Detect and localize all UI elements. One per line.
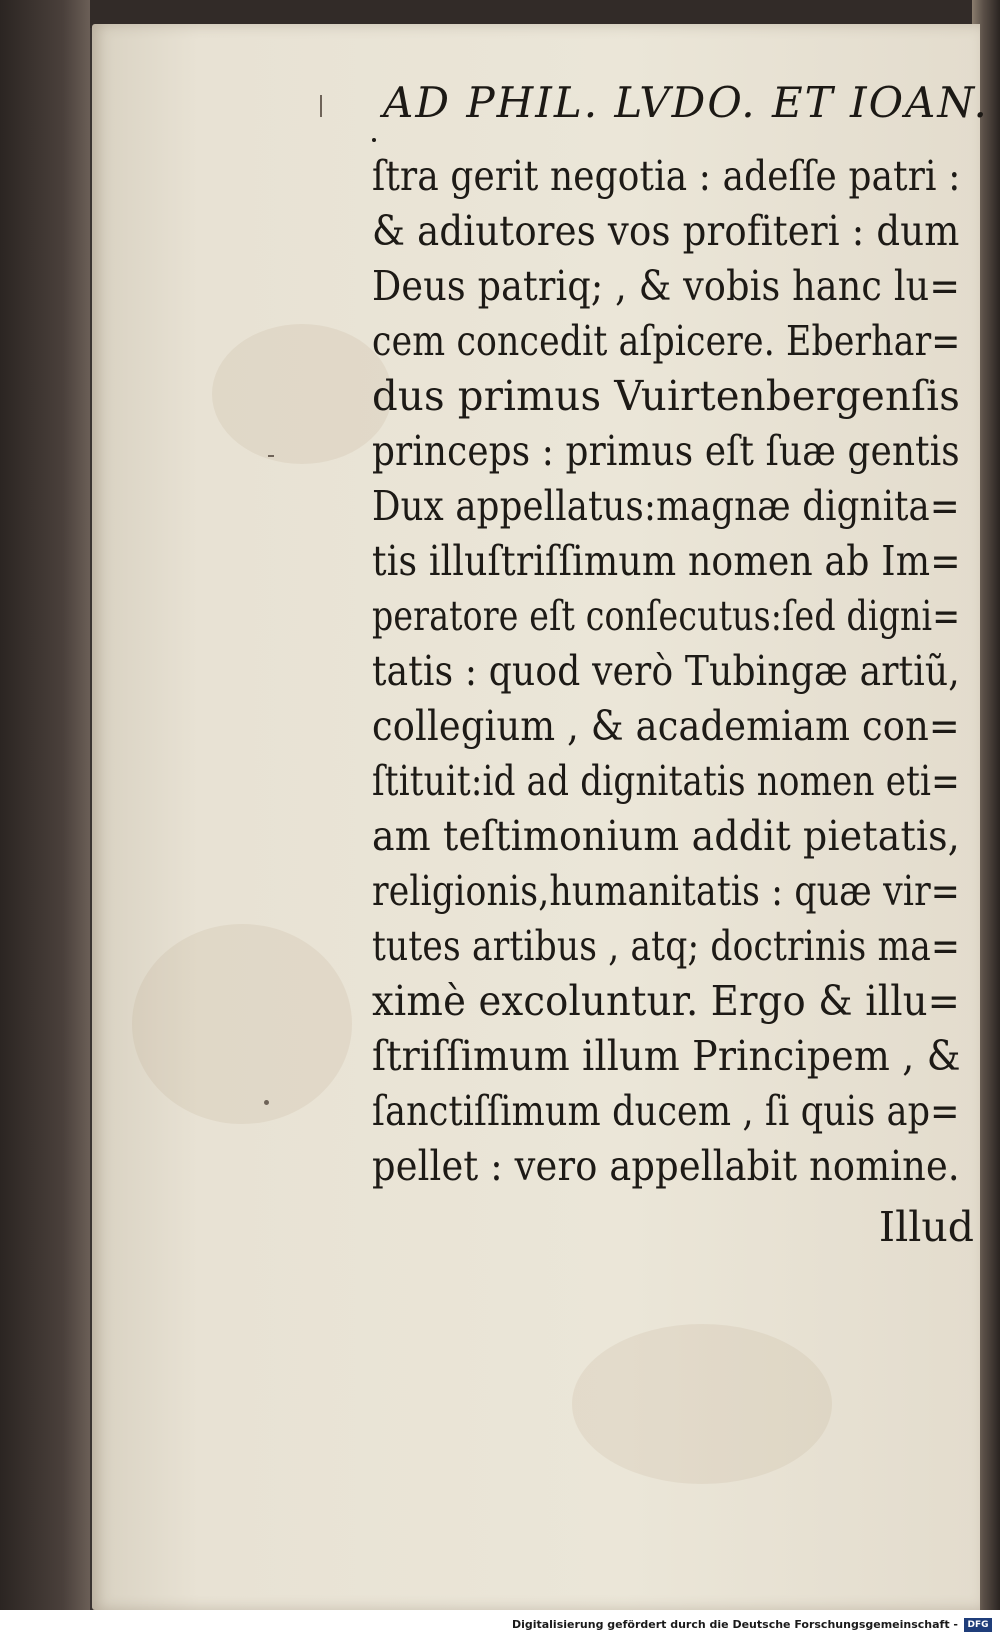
running-header: AD PHIL. LVDO. ET IOAN. — [383, 78, 989, 127]
margin-mark — [320, 95, 322, 117]
text-line: tutes artibus , atq; doctrinis ma= — [372, 922, 961, 970]
paper-stain — [572, 1324, 832, 1484]
text-line: ſtriſſimum illum Principem , & — [372, 1032, 961, 1080]
text-line: tis illuſtriſſimum nomen ab Im= — [372, 537, 961, 585]
text-line: & adiutores vos profiteri : dum — [372, 207, 960, 255]
dfg-logo-icon: DFG — [964, 1618, 992, 1632]
catchword: Illud — [878, 1203, 974, 1251]
paper-stain — [212, 324, 392, 464]
text-line: ſtra gerit negotia : adeſſe patri : — [372, 152, 961, 200]
text-line: pellet : vero appellabit nomine. — [372, 1142, 960, 1190]
text-line: dus primus Vuirtenbergenſis — [372, 372, 961, 420]
text-line: religionis,humanitatis : quæ vir= — [372, 867, 961, 915]
text-line: peratore eſt conſecutus:ſed digni= — [372, 592, 961, 640]
footer-bar — [0, 1610, 1000, 1637]
text-line: Deus patriq; , & vobis hanc lu= — [372, 262, 961, 310]
text-line: ſanctiſſimum ducem , ſi quis ap= — [372, 1087, 960, 1135]
text-line: Dux appellatus:magnæ dignita= — [372, 482, 960, 530]
margin-mark — [372, 138, 376, 142]
text-line: ximè excoluntur. Ergo & illu= — [372, 977, 961, 1025]
text-line: ſtituit:id ad dignitatis nomen eti= — [372, 757, 960, 805]
text-line: collegium , & academiam con= — [372, 702, 960, 750]
scan-left-shadow — [0, 0, 90, 1637]
text-line: princeps : primus eſt ſuæ gentis — [372, 427, 960, 475]
margin-mark — [264, 1100, 269, 1105]
funding-credit: Digitalisierung gefördert durch die Deutsche Forschungsgemeinschaft - — [511, 1618, 958, 1631]
text-line: am teſtimonium addit pietatis, — [372, 812, 960, 860]
paper-stain — [132, 924, 352, 1124]
margin-mark — [268, 455, 274, 457]
text-line: cem concedit aſpicere. Eberhar= — [372, 317, 961, 365]
text-line: tatis : quod verò Tubingæ artiũ, — [372, 647, 960, 695]
